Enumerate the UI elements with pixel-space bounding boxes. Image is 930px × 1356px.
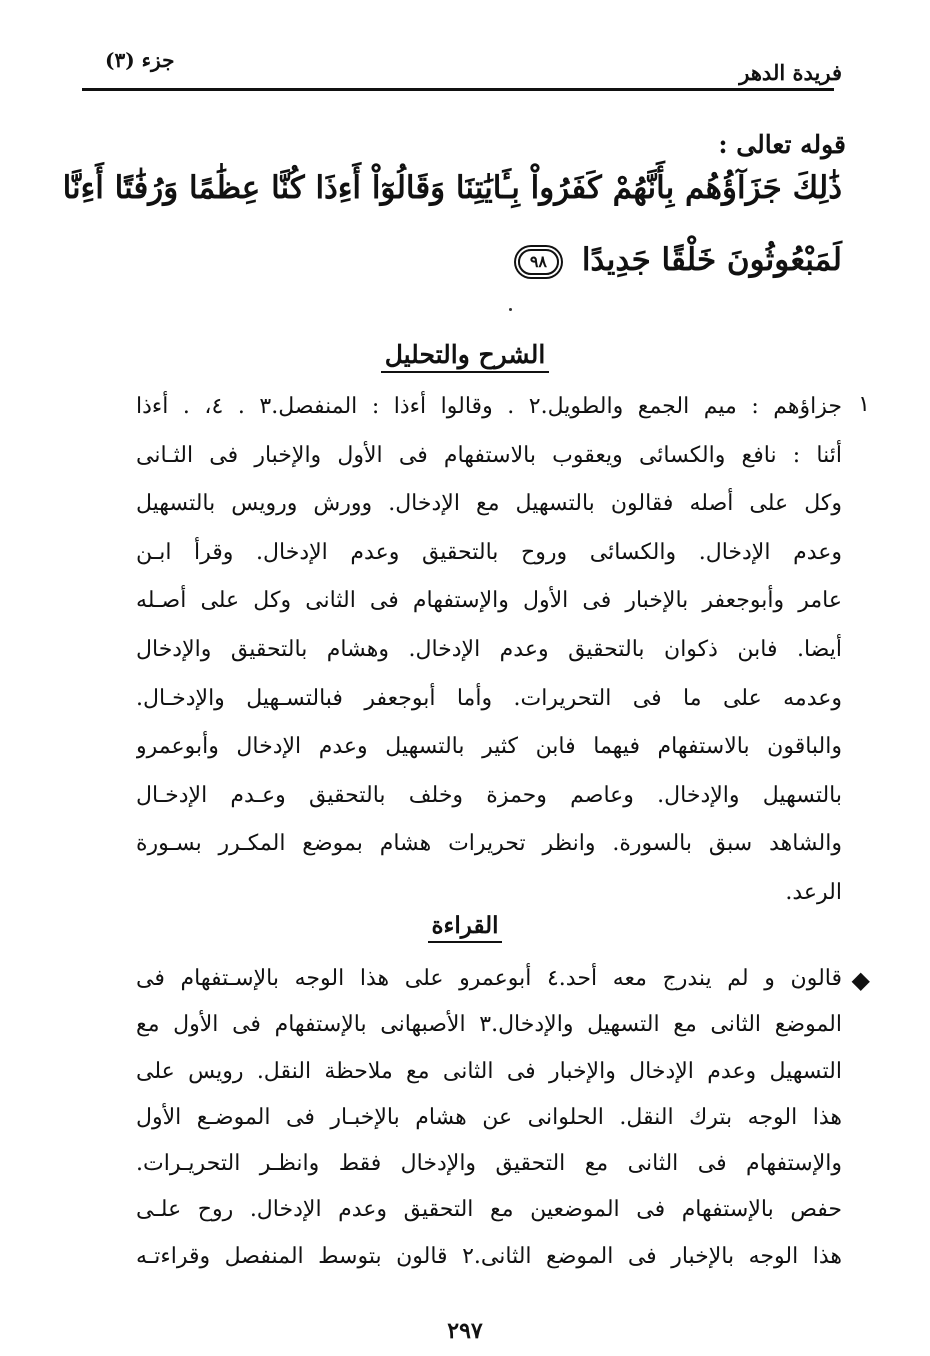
stray-dot <box>509 308 512 311</box>
qiraa-line: حفص بالإستفهام فى الموضعين مع التحقيق وعدم الإدخال. روح علـى <box>136 1197 842 1223</box>
list-number-marker: ١ <box>858 392 870 417</box>
section-title-qiraa <box>0 912 930 939</box>
volume-label: جزء (٣) <box>105 48 175 72</box>
sharh-line: أئنا : نافع والكسائى ويعقوب بالاستفهام فى الأول والإخبار فى الثـانى <box>136 442 842 468</box>
diamond-bullet-icon: ◆ <box>851 966 870 994</box>
sharh-line: والشاهد سبق بالسورة. وانظر تحريرات هشام بموضع المكـرر بسـورة <box>136 831 842 857</box>
sharh-title-text: الشرح والتحليل <box>381 340 550 373</box>
sharh-line: وكل على أصله فقالون بالتسهيل مع الإدخال. وورش ورويس بالتسهيل <box>136 491 842 517</box>
sharh-paragraph <box>136 383 842 918</box>
sharh-line: عامر وأبوجعفر بالإخبار فى الأول والإستفهام فى الثانى وكل على أصـله <box>136 588 842 614</box>
verse-line-2 <box>518 242 842 278</box>
qiraa-line: والإستفهام فى الثانى مع التحقيق والإدخال فقط وانظـر التحريـرات. <box>136 1151 842 1177</box>
qiraa-paragraph <box>136 956 842 1280</box>
qiraa-line: قالون و لم يندرج معه أحد.٤ أبوعمرو على هذا الوجه بالإسـتفهام فى <box>136 966 842 991</box>
qiraa-line: التسهيل وعدم الإدخال والإخبار فى الثانى مع ملاحظة النقل. رويس على <box>136 1058 842 1084</box>
verse-line-2-text: لَمَبْعُوثُونَ خَلْقًا جَدِيدًا <box>581 242 842 278</box>
section-title-sharh <box>0 340 930 369</box>
page-number: ٢٩٧ <box>447 1318 483 1344</box>
qiraa-line: هذا الوجه بترك النقل. الحلوانى عن هشام بالإخبـار فى الموضـع الأول <box>136 1104 842 1130</box>
sharh-line: بالتسهيل والإدخال. وعاصم وحمزة وخلف بالتحقيق وعـدم الإدخـال <box>136 782 842 808</box>
qiraa-line: الموضع الثانى مع التسهيل والإدخال.٣ الأصبهانى بالإستفهام فى الأول مع <box>136 1012 842 1038</box>
running-title: فريدة الدهر <box>739 60 842 85</box>
sharh-line: والباقون بالاستفهام فيهما فابن كثير بالتسهيل وعدم الإدخال وأبوعمرو <box>136 734 842 760</box>
qiraa-title-text: القراءة <box>428 912 503 943</box>
intro-label: قوله تعالى : <box>718 130 846 159</box>
header-rule <box>82 88 834 91</box>
verse-line-1: ذَٰلِكَ جَزَآؤُهُم بِأَنَّهُمْ كَفَرُواْ بِـَٔايَٰتِنَا وَقَالُوٓاْ أَءِذَا كُنَّا عِظَٰمًا وَرُفَٰتًا أَءِنَّا <box>62 170 842 206</box>
sharh-line: وعدمه على ما فى التحريرات. وأما أبوجعفر فبالتسـهيل والإدخـال. <box>136 685 842 711</box>
sharh-line: جزاؤهم : ميم الجمع والطويل.٢ . وقالوا أءذا : المنفصل.٣ . ٤، . أءذا <box>136 394 842 419</box>
sharh-line: الرعد. <box>785 879 842 905</box>
sharh-line: وعدم الإدخال. والكسائى وروح بالتحقيق وعدم الإدخال. وقرأ ابـن <box>136 539 842 565</box>
qiraa-line: هذا الوجه بالإخبار فى الموضع الثانى.٢ قالون بتوسط المنفصل وقراءتـه <box>136 1243 842 1269</box>
sharh-line: أيضا. فابن ذكوان بالتحقيق وعدم الإدخال. وهشام بالتحقيق والإدخال <box>136 636 842 662</box>
ayah-number-badge: ٩٨ <box>518 249 559 275</box>
